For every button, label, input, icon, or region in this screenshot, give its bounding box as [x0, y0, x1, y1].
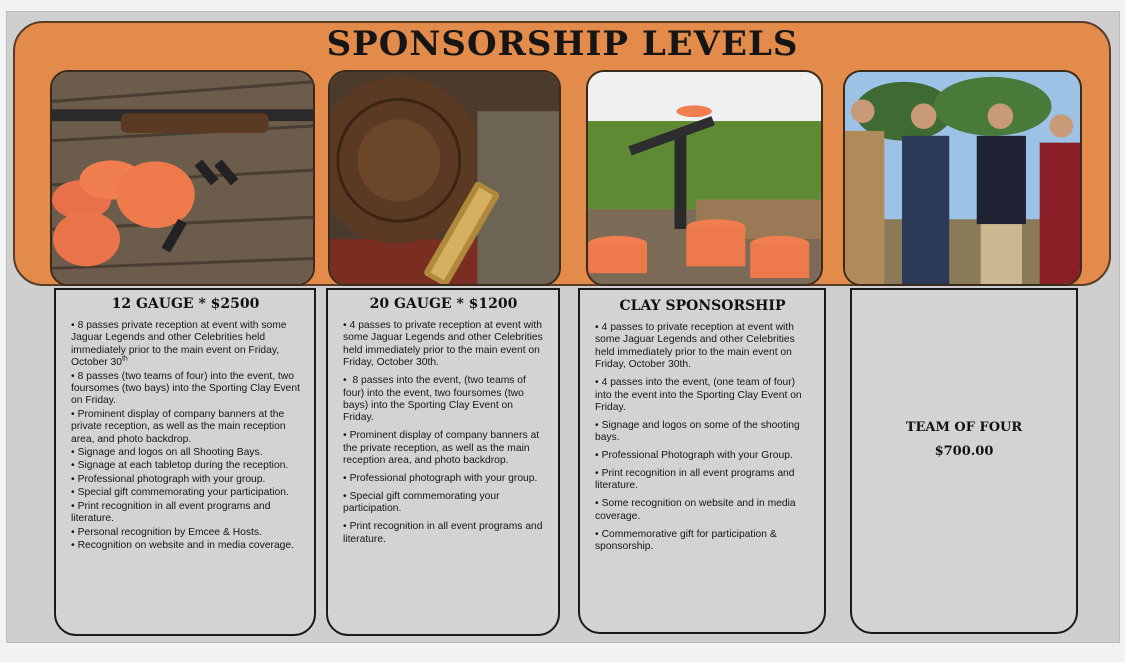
- benefit-list: [343, 320, 544, 546]
- benefit-list: [595, 322, 810, 554]
- benefit-text: Print recognition in all event programs and literature.: [595, 468, 795, 492]
- benefit-text: Signage at each tabletop during the reception.: [77, 460, 289, 472]
- benefit-item: [71, 540, 300, 552]
- card-heading: 20 GAUGE * $1200: [369, 296, 518, 312]
- benefit-item: [343, 521, 544, 546]
- benefit-text: Signage and logos on all Shooting Bays.: [77, 447, 263, 459]
- benefit-item: [343, 473, 544, 485]
- benefit-text: Print recognition in all event programs and literature.: [71, 500, 271, 525]
- benefit-text: Special gift commemorating your participation.: [343, 490, 500, 515]
- bullet-icon: •: [595, 498, 599, 510]
- benefit-text: 8 passes into the event, (two teams of four) into the event, two foursomes (two bays) into the Sporting Clay Event on Friday.: [343, 375, 526, 424]
- team-price: $700.00: [934, 444, 994, 459]
- bullet-icon: •: [71, 473, 75, 485]
- shotgun-and-clay-targets-photo: [50, 70, 315, 286]
- benefit-text: Special gift commemorating your participation.: [77, 487, 289, 499]
- clay-thrower-machine-photo: [586, 70, 823, 286]
- benefit-text: Signage and logos on some of the shooting bays.: [595, 419, 800, 444]
- benefit-item: [343, 491, 544, 516]
- bullet-icon: •: [71, 370, 75, 382]
- benefit-item: [71, 527, 300, 539]
- bullet-icon: •: [343, 430, 347, 442]
- benefit-text: 4 passes into the event, (one team of four) into the event into the Sporting Clay Event on Friday.: [595, 377, 802, 413]
- benefit-text: Recognition on website and in media coverage.: [77, 539, 294, 551]
- benefit-item: [595, 377, 810, 414]
- card-heading: CLAY SPONSORSHIP: [619, 298, 786, 314]
- benefit-text: 4 passes to private reception at event with some Jaguar Legends and other Celebrities held immediately prior to the main event on Friday, October 30th.: [595, 322, 795, 371]
- benefit-item: [595, 468, 810, 493]
- team-label: TEAM OF FOUR: [905, 420, 1023, 435]
- benefit-text: Professional Photograph with your Group.: [601, 450, 793, 462]
- sponsorship-card-team: [850, 288, 1078, 634]
- bullet-icon: •: [71, 539, 75, 551]
- benefit-text: Prominent display of company banners at the private reception, as well as the main reception area, and photo backdrop.: [71, 408, 286, 445]
- benefit-item: [595, 420, 810, 445]
- bullet-icon: •: [71, 526, 75, 538]
- bullet-icon: •: [595, 450, 599, 462]
- superscript: th: [121, 355, 128, 363]
- benefit-text: Print recognition in all event programs and literature.: [343, 521, 543, 545]
- page-title: SPONSORSHIP LEVELS: [326, 24, 799, 64]
- card-heading: 12 GAUGE * $2500: [111, 296, 260, 312]
- bullet-icon: •: [595, 377, 599, 389]
- benefit-text: Some recognition on website and in media coverage.: [595, 498, 796, 522]
- bullet-icon: •: [595, 322, 599, 333]
- benefit-text: 4 passes to private reception at event with some Jaguar Legends and other Celebrities held immediately prior to the main event on Friday, October 30th.: [343, 320, 543, 369]
- sponsorship-card-20-gauge: [326, 288, 560, 636]
- benefit-item: [343, 430, 544, 467]
- bullet-icon: •: [595, 468, 599, 480]
- benefit-item: [71, 320, 300, 370]
- benefit-text: 8 passes private reception at event with some Jaguar Legends and other Celebrities held immediately prior to the main event on Friday, October 30: [71, 320, 287, 369]
- bullet-icon: •: [71, 447, 75, 459]
- bullet-icon: •: [343, 320, 347, 331]
- benefit-item: [71, 447, 300, 459]
- benefit-text: Prominent display of company banners at the private reception, as well as the main reception area, and photo backdrop.: [343, 430, 540, 467]
- benefit-item: [343, 375, 544, 425]
- benefit-text: Professional photograph with your group.: [349, 472, 538, 484]
- benefit-item: [71, 460, 300, 472]
- benefit-text: Personal recognition by Emcee & Hosts.: [77, 526, 262, 538]
- benefit-item: [595, 498, 810, 523]
- bullet-icon: •: [71, 408, 75, 420]
- bullet-icon: •: [343, 375, 347, 387]
- bullet-icon: •: [343, 490, 347, 502]
- sponsorship-card-12-gauge: [54, 288, 316, 636]
- benefit-item: [71, 409, 300, 446]
- bullet-icon: •: [71, 500, 75, 512]
- benefit-text: 8 passes (two teams of four) into the event, two foursomes (two bays) into the Sporting Clay Event on Friday.: [71, 370, 300, 407]
- benefit-item: [71, 474, 300, 486]
- sponsorship-card-clay: [578, 288, 826, 634]
- shotgun-shell-and-trophy-photo: [328, 70, 561, 286]
- bullet-icon: •: [595, 419, 599, 431]
- benefit-item: [595, 450, 810, 462]
- bullet-icon: •: [343, 521, 347, 533]
- bullet-icon: •: [71, 460, 75, 472]
- benefit-list: [71, 320, 300, 552]
- bullet-icon: •: [71, 487, 75, 499]
- bullet-icon: •: [595, 528, 599, 540]
- benefit-item: [343, 320, 544, 370]
- benefit-item: [595, 529, 810, 554]
- benefit-item: [71, 487, 300, 499]
- benefit-text: Professional photograph with your group.: [77, 473, 266, 485]
- benefit-text: Commemorative gift for participation & sponsorship.: [595, 528, 777, 553]
- benefit-item: [71, 371, 300, 408]
- team-of-four-shooters-photo: [843, 70, 1082, 286]
- benefit-item: [595, 322, 810, 372]
- bullet-icon: •: [71, 320, 75, 331]
- bullet-icon: •: [343, 472, 347, 484]
- benefit-item: [71, 501, 300, 526]
